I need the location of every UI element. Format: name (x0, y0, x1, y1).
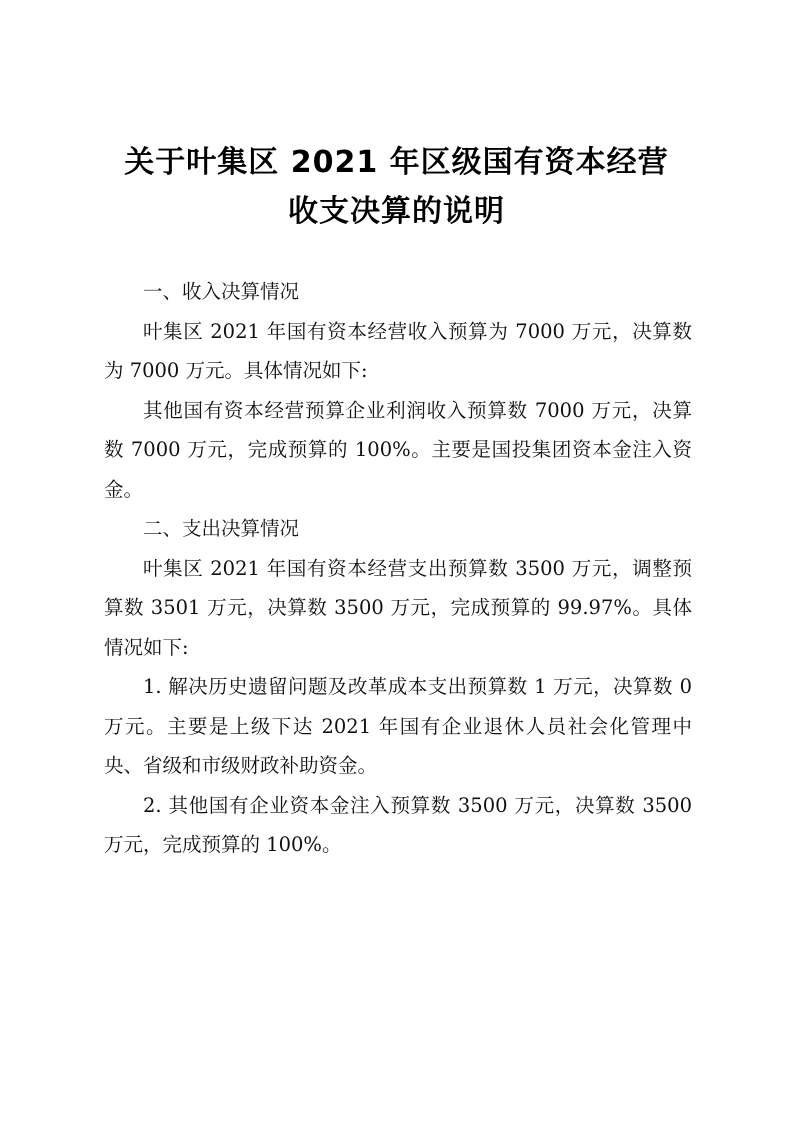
document-body (104, 272, 692, 865)
income-paragraph-1: 叶集区 2021 年国有资本经营收入预算为 7000 万元，决算数为 7000 万元。具体情况如下: (104, 319, 692, 382)
section-heading-income: 一、收入决算情况 (143, 280, 300, 303)
section-heading-expenditure: 二、支出决算情况 (143, 517, 300, 540)
expenditure-paragraph-2: 1. 解决历史遗留问题及改革成本支出预算数 1 万元，决算数 0 万元。主要是上级下达 2021 年国有企业退休人员社会化管理中央、省级和市级财政补助资金。 (104, 675, 692, 777)
expenditure-paragraph-3: 2. 其他国有企业资本金注入预算数 3500 万元，决算数 3500 万元，完成预算的 100%。 (104, 793, 692, 856)
expenditure-paragraph-1: 叶集区 2021 年国有资本经营支出预算数 3500 万元，调整预算数 3501 万元，决算数 3500 万元，完成预算的 99.97%。具体情况如下: (104, 556, 692, 659)
document-title-line-2: 收支决算的说明 (288, 194, 505, 229)
income-paragraph-2: 其他国有资本经营预算企业利润收入预算数 7000 万元，决算数 7000 万元，完成预算的 100%。主要是国投集团资本金注入资金。 (104, 398, 692, 501)
document-title-line-1: 关于叶集区 2021 年区级国有资本经营 (124, 145, 669, 180)
